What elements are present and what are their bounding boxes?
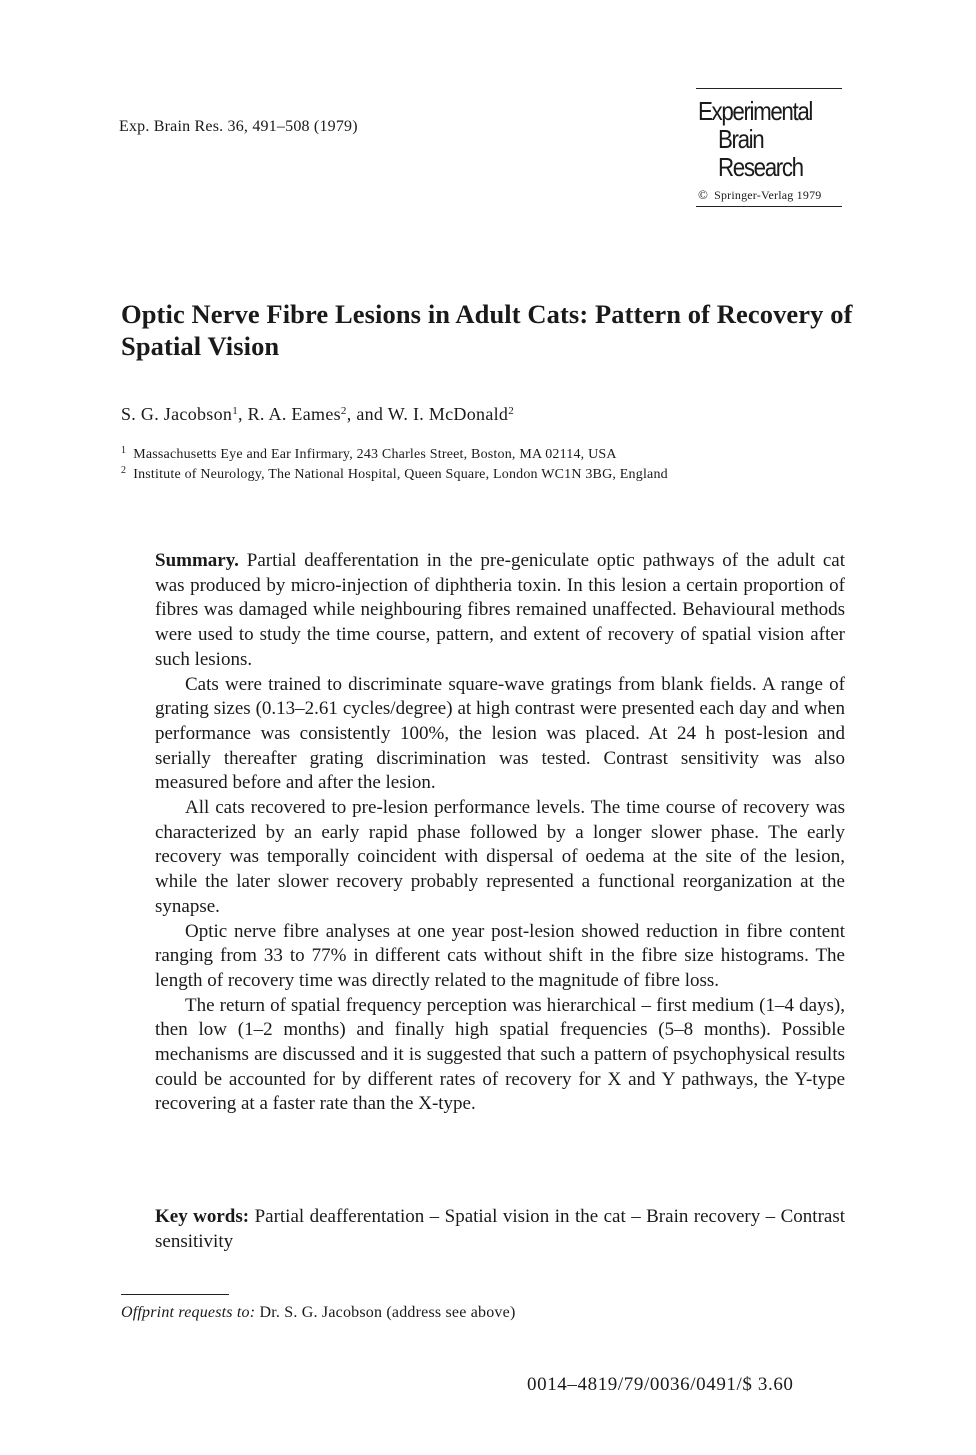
affiliation-text: Massachusetts Eye and Ear Infirmary, 243 Charles Street, Boston, MA 02114, USA (133, 447, 617, 462)
footnote-rule (121, 1294, 229, 1295)
abstract-paragraph-text: Partial deafferentation in the pre-geniculate optic pathways of the adult cat was produced by micro-injection of diphtheria toxin. In this lesion a certain proportion of fibres was damaged while neighbouring fibres remained unaffected. Behavioural methods were used to study the time course, pattern, and extent of recovery of spatial vision after such lesions. (155, 550, 845, 670)
copyright-symbol: © (698, 187, 709, 202)
abstract-paragraph: The return of spatial frequency perception was hierarchical – first medium (1–4 days), then low (1–2 months) and finally high spatial frequencies (5–8 months). Possible mechanisms are discussed and it is suggested that such a pattern of psychophysical results could be accounted for by different rates of recovery for X and Y pathways, the Y-type recovering at a faster rate than the X-type. (155, 994, 845, 1115)
author-separator: , (238, 404, 248, 424)
author-name: R. A. Eames (247, 404, 341, 424)
journal-citation: Exp. Brain Res. 36, 491–508 (1979) (119, 118, 358, 135)
author-separator: , and (346, 404, 388, 424)
keywords-heading: Key words: (155, 1206, 250, 1227)
price-code: 0014–4819/79/0036/0491/$ 3.60 (527, 1374, 794, 1395)
publisher-name: Springer-Verlag 1979 (714, 188, 822, 202)
logo-bottom-rule (696, 206, 842, 207)
abstract (155, 549, 845, 1117)
author-affiliation-mark: 1 (232, 405, 239, 417)
footnote-label: Offprint requests to: (121, 1304, 256, 1321)
keywords-text: Partial deafferentation – Spatial vision in the cat – Brain recovery – Contrast sensitivity (155, 1206, 846, 1252)
affiliation-mark: 1 (121, 445, 127, 456)
abstract-paragraph: Cats were trained to discriminate square-wave gratings from blank fields. A range of grating sizes (0.13–2.61 cycles/degree) at high contrast were presented each day and when performance was consistently 100%, the lesion was placed. At 24 h post-lesion and serially thereafter grating discrimination was tested. Contrast sensitivity was also measured before and after the lesion. (155, 673, 845, 794)
article-title: Optic Nerve Fibre Lesions in Adult Cats: Pattern of Recovery of Spatial Vision (121, 299, 853, 361)
affiliation-text: Institute of Neurology, The National Hospital, Queen Square, London WC1N 3BG, England (133, 467, 668, 482)
author-affiliation-mark: 2 (508, 405, 515, 417)
author-name: S. G. Jacobson (121, 404, 233, 424)
publisher-line (698, 187, 842, 203)
author-affiliation-mark: 2 (340, 405, 347, 417)
abstract-heading: Summary. (155, 550, 239, 571)
affiliation-mark: 2 (121, 465, 127, 476)
journal-name-line-2: Brain (718, 124, 764, 154)
logo-top-rule (696, 88, 842, 89)
affiliation-2 (121, 465, 668, 483)
abstract-paragraph: All cats recovered to pre-lesion performance levels. The time course of recovery was characterized by an early rapid phase followed by a longer slower phase. The early recovery was temporally coincident with dispersal of oedema at the site of the lesion, while the later slower recovery probably represented a functional reorganization at the synapse. (155, 797, 845, 917)
abstract-paragraph (155, 549, 845, 673)
journal-name-line-1: Experimental (698, 96, 812, 126)
journal-logo-block (696, 88, 842, 207)
footnote-text: Dr. S. G. Jacobson (address see above) (259, 1304, 516, 1321)
offprint-footnote (121, 1304, 515, 1322)
keywords (155, 1205, 845, 1254)
journal-name-line-3: Research (718, 152, 803, 182)
author-line (121, 404, 514, 425)
affiliation-1 (121, 445, 617, 463)
abstract-paragraph: Optic nerve fibre analyses at one year post-lesion showed reduction in fibre content ranging from 33 to 77% in different cats without shift in the fibre size histograms. The length of recovery time was directly related to the magnitude of fibre loss. (155, 920, 845, 991)
author-name: W. I. McDonald (387, 404, 509, 424)
